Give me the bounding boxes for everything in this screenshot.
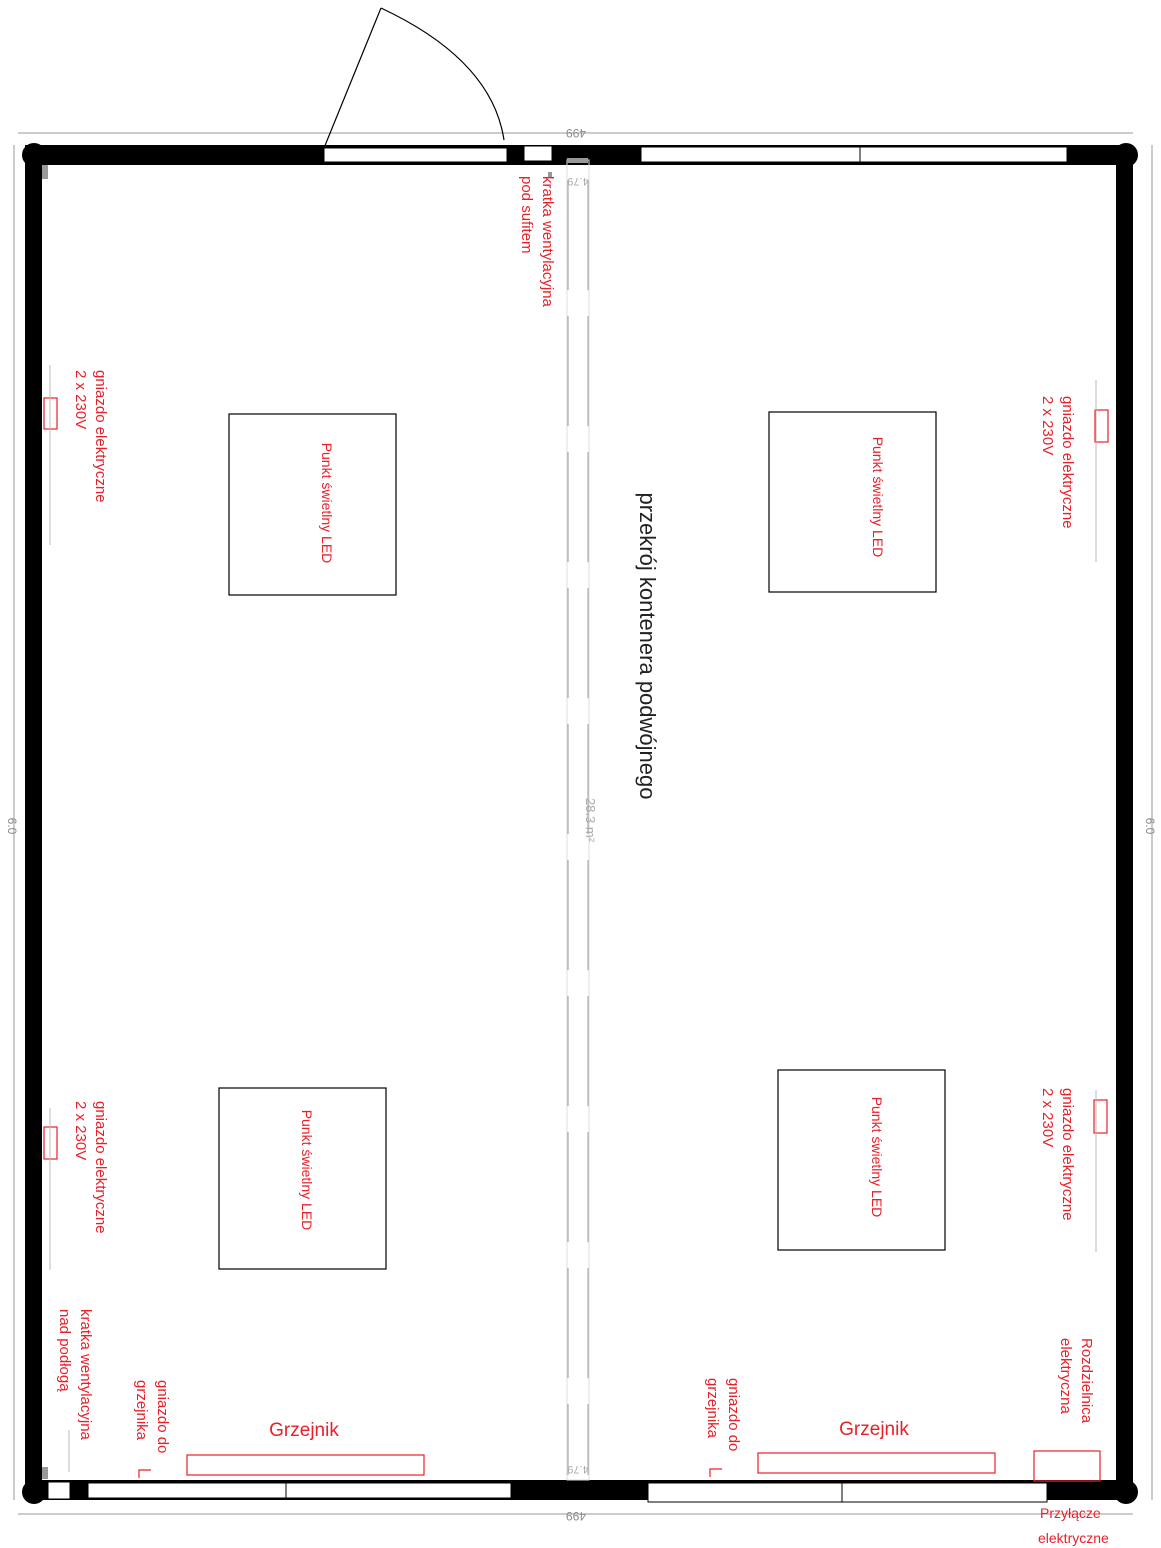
socket-left-top-line2: 2 x 230V	[72, 370, 89, 430]
socket-right-bottom-line1: gniazdo elektryczne	[1059, 1088, 1076, 1221]
dimension-lines	[14, 133, 1152, 1514]
dim-right-height: 6.0	[1143, 817, 1157, 835]
heater-label-left: Grzejnik	[269, 1420, 339, 1441]
light-box-top-left	[229, 414, 396, 595]
switchboard-box	[1034, 1451, 1100, 1481]
heater-right	[758, 1453, 995, 1473]
heater-socket-right-line2: grzejnika	[704, 1378, 721, 1439]
dim-partition-mid: 28.3 m²	[583, 797, 598, 843]
switchboard-labels	[1057, 1338, 1095, 1424]
light-box-bottom-right	[778, 1070, 945, 1250]
light-box-top-right	[769, 412, 936, 592]
door-swing	[324, 8, 504, 148]
vent-top-line1: kratka wentylacyjna	[539, 176, 556, 307]
wall-openings	[48, 146, 1067, 1502]
socket-leader-lines	[50, 365, 1096, 1472]
socket-labels	[72, 370, 1076, 1234]
vent-labels	[56, 176, 556, 1441]
socket-left-top-line1: gniazdo elektryczne	[92, 370, 109, 503]
socket-left-bottom-line1: gniazdo elektryczne	[92, 1101, 109, 1234]
dim-partition-bottom: 4.79	[567, 1463, 589, 1475]
socket-right-top-line1: gniazdo elektryczne	[1059, 396, 1076, 529]
light-label-top-right: Punkt świetlny LED	[870, 436, 886, 558]
heater-label-right: Grzejnik	[839, 1419, 909, 1440]
dim-partition-top: 4.79	[567, 175, 589, 187]
light-label-bottom-right: Punkt świetlny LED	[869, 1096, 885, 1218]
vent-top-line2: pod sufitem	[518, 176, 535, 254]
dim-left-height: 6.0	[5, 817, 19, 835]
dim-bottom-width: 499	[565, 1509, 587, 1523]
light-label-top-left: Punkt świetlny LED	[319, 442, 335, 564]
heater-socket-left-line1: gniazdo do	[154, 1380, 171, 1454]
heater-socket-left-line2: grzejnika	[133, 1380, 150, 1441]
heater-left	[187, 1455, 424, 1475]
socket-marks	[44, 398, 1108, 1481]
connection-line2: elektryczne	[1038, 1530, 1109, 1546]
socket-right-bottom-line2: 2 x 230V	[1039, 1088, 1056, 1148]
dim-top-width: 499	[565, 126, 587, 140]
socket-left-bottom-line2: 2 x 230V	[72, 1101, 89, 1161]
heater-socket-labels	[133, 1378, 742, 1453]
center-partition	[548, 158, 589, 1480]
socket-right-top-line2: 2 x 230V	[1039, 396, 1056, 456]
plan-title: przekrój kontenera podwójnego	[635, 492, 660, 800]
switchboard-line2: elektryczna	[1057, 1338, 1074, 1414]
vent-bottom-line2: nad podłogą	[56, 1309, 73, 1392]
heater-socket-right-line1: gniazdo do	[725, 1378, 742, 1452]
connection-labels	[1038, 1505, 1109, 1546]
light-label-bottom-left: Punkt świetlny LED	[299, 1109, 315, 1231]
switchboard-line1: Rozdzielnica	[1078, 1338, 1095, 1424]
connection-line1: Przyłącze	[1040, 1505, 1101, 1521]
socket-right-top	[1095, 410, 1108, 442]
vent-bottom-line1: kratka wentylacyjna	[77, 1309, 94, 1440]
outer-walls	[22, 143, 1138, 1504]
